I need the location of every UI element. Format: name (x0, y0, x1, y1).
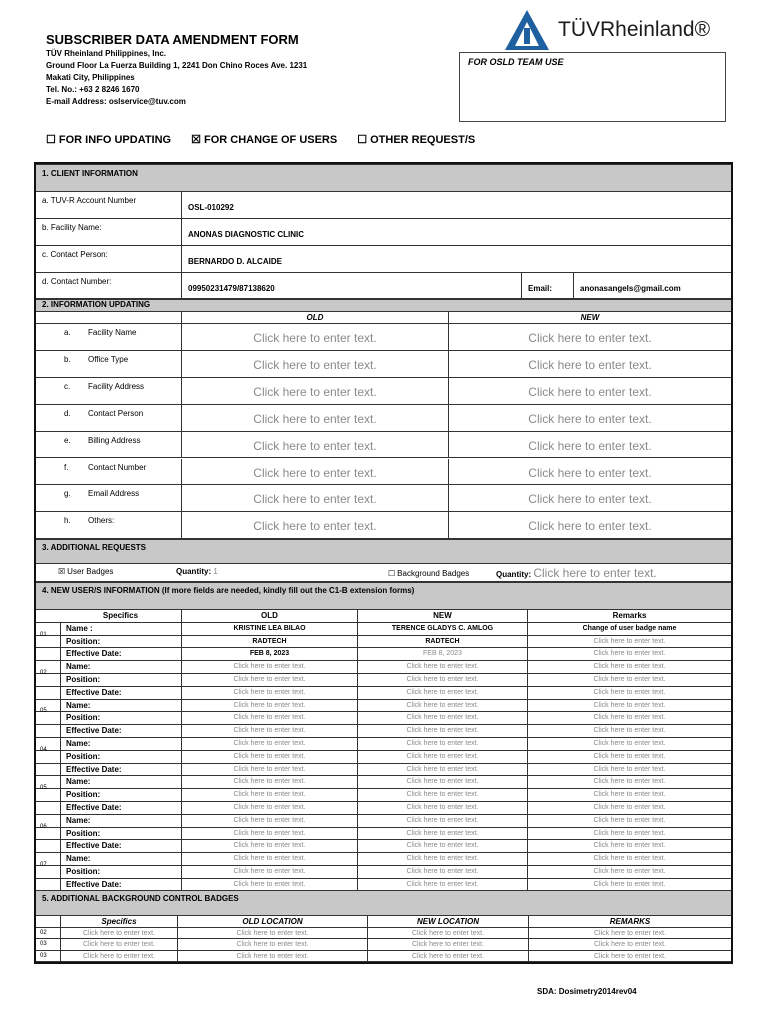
user-cell[interactable]: Click here to enter text. (527, 687, 731, 700)
user-cell[interactable]: Click here to enter text. (181, 776, 357, 789)
info-row-label: Facility Name (88, 328, 137, 337)
row-label: Position: (66, 636, 101, 646)
badge-cell[interactable]: Click here to enter text. (60, 951, 177, 963)
quantity-label: Quantity: (176, 567, 212, 576)
user-number: 07 (40, 862, 47, 868)
user-cell[interactable]: Click here to enter text. (181, 674, 357, 687)
number-field[interactable] (181, 273, 521, 298)
user-cell[interactable]: Click here to enter text. (181, 700, 357, 713)
contact-row (36, 246, 731, 273)
quantity-value[interactable]: 1 (213, 567, 218, 576)
row-label: Name: (66, 854, 91, 864)
user-cell[interactable]: Click here to enter text. (527, 802, 731, 815)
badge-number: 02 (40, 929, 47, 936)
user-cell[interactable]: Click here to enter text. (527, 789, 731, 802)
user-number: 01 (40, 631, 47, 638)
row-divider (60, 725, 61, 738)
user-cell[interactable]: RADTECH (181, 636, 357, 649)
quantity-2 (496, 566, 657, 580)
user-table-row (36, 776, 731, 792)
user-cell[interactable]: Click here to enter text. (357, 853, 527, 866)
info-row-label: Contact Person (88, 408, 144, 418)
new-value-placeholder: Click here to enter text. (528, 411, 652, 426)
row-label: Effective Date: (66, 726, 122, 736)
row-divider (60, 828, 61, 841)
user-table-row (36, 764, 731, 777)
info-row-letter: a. (64, 328, 71, 337)
quantity-2-input[interactable]: Click here to enter text. (533, 566, 657, 580)
background-badges-label: Background Badges (397, 569, 470, 578)
user-cell[interactable]: Click here to enter text. (181, 661, 357, 674)
user-table-row (36, 623, 731, 636)
user-number: 06 (40, 823, 47, 830)
badge-cell[interactable]: Click here to enter text. (528, 939, 731, 951)
account-value: OSL-010292 (188, 203, 234, 212)
new-value-field[interactable] (448, 512, 731, 538)
background-badges-option[interactable] (388, 569, 469, 578)
user-table-row (36, 700, 731, 713)
user-table-row (36, 708, 731, 725)
row-label: Position: (66, 675, 101, 684)
new-value-field[interactable] (448, 432, 731, 458)
header-cell: Remarks (527, 610, 731, 623)
row-divider (60, 751, 61, 764)
user-table-row (36, 738, 731, 751)
user-cell[interactable]: Click here to enter text. (181, 687, 357, 700)
triangle-logo-icon (503, 8, 551, 52)
user-cell[interactable]: Click here to enter text. (357, 751, 527, 764)
new-value-placeholder: Click here to enter text. (528, 519, 652, 534)
user-cell[interactable]: Change of user badge name (527, 623, 731, 636)
contact-value: BERNARDO D. ALCAIDE (188, 257, 282, 266)
badge-cell[interactable]: Click here to enter text. (177, 939, 367, 951)
user-number: 04 (40, 746, 47, 753)
user-cell[interactable]: Click here to enter text. (181, 789, 357, 802)
info-row (36, 485, 731, 512)
user-cell[interactable]: Click here to enter text. (527, 815, 731, 828)
facility-field[interactable] (181, 219, 731, 245)
new-value-placeholder: Click here to enter text. (528, 331, 652, 345)
old-value-placeholder: Click here to enter text. (253, 465, 377, 480)
user-cell[interactable]: Click here to enter text. (357, 828, 527, 841)
user-number: 02 (40, 670, 47, 676)
old-header: OLD (306, 313, 324, 322)
user-cell[interactable]: Click here to enter text. (527, 828, 731, 841)
user-table-row (36, 853, 731, 866)
row-label: Effective Date: (66, 841, 122, 851)
header-cell: OLD LOCATION (177, 916, 367, 928)
quantity-2-label: Quantity: (496, 570, 532, 579)
background-badges-checkbox[interactable]: ☐ (388, 569, 396, 578)
row-label: Name: (66, 739, 91, 748)
user-cell[interactable]: Click here to enter text. (527, 712, 731, 725)
user-cell[interactable]: Click here to enter text. (181, 802, 357, 815)
info-row-label: Facility Address (88, 381, 145, 391)
user-table-row (36, 661, 731, 674)
company-name: TÜV Rheinland Philippines, Inc. (46, 49, 167, 58)
user-cell[interactable]: Click here to enter text. (527, 725, 731, 738)
header-cell: REMARKS (528, 916, 731, 928)
section-3-header: 3. ADDITIONAL REQUESTS (36, 539, 731, 564)
user-cell[interactable]: Click here to enter text. (357, 674, 527, 687)
row-label: Position: (66, 867, 101, 876)
user-cell[interactable]: Click here to enter text. (357, 776, 527, 789)
user-cell[interactable]: Click here to enter text. (357, 687, 527, 700)
email-field[interactable] (573, 273, 731, 298)
user-cell[interactable]: Click here to enter text. (527, 866, 731, 879)
section-5-column-headers (36, 916, 731, 928)
new-value-field[interactable] (448, 485, 731, 511)
address-line-2: Makati City, Philippines (46, 73, 135, 82)
info-row-letter: c. (64, 381, 71, 391)
row-label: Effective Date: (66, 649, 122, 659)
info-row (36, 324, 731, 351)
section-4-column-headers (36, 610, 731, 623)
email-label: Email: (528, 284, 553, 293)
info-row (36, 459, 731, 486)
user-cell[interactable]: Click here to enter text. (527, 674, 731, 687)
user-cell[interactable]: Click here to enter text. (181, 815, 357, 828)
info-row-label: Office Type (88, 354, 129, 364)
badge-cell[interactable]: Click here to enter text. (528, 928, 731, 940)
row-label: Name: (66, 777, 91, 787)
user-cell[interactable]: Click here to enter text. (181, 725, 357, 738)
change-users-option[interactable] (191, 133, 337, 146)
row-label: Name: (66, 700, 91, 710)
user-cell[interactable]: Click here to enter text. (357, 789, 527, 802)
row-label: Position: (66, 828, 101, 838)
user-table-row (36, 648, 731, 661)
badge-row (36, 939, 731, 951)
badge-row (36, 928, 731, 940)
user-table-row (36, 840, 731, 853)
user-table-row (36, 785, 731, 802)
email-label-cell (521, 273, 573, 298)
other-request-label: OTHER REQUEST/S (370, 133, 476, 146)
user-badges-option[interactable] (58, 567, 113, 576)
section-2-header: 2. INFORMATION UPDATING (36, 299, 731, 312)
user-cell[interactable]: KRISTINE LEA BILAO (181, 623, 357, 636)
new-value-placeholder: Click here to enter text. (528, 465, 652, 480)
row-divider (60, 815, 61, 828)
address-line-1: Ground Floor La Fuerza Building 1, 2241 Don Chino Roces Ave. 1231 (46, 61, 308, 70)
number-label: d. Contact Number: (42, 277, 112, 286)
change-users-label: FOR CHANGE OF USERS (203, 133, 338, 146)
section-4-header: 4. NEW USER/S INFORMATION (If more fields are needed, kindly fill out the C1-B extension forms) (36, 582, 731, 610)
badge-number: 03 (40, 952, 47, 959)
user-cell[interactable]: Click here to enter text. (357, 712, 527, 725)
info-row-label: Others: (88, 516, 115, 526)
new-value-field[interactable] (448, 324, 731, 350)
user-table-row (36, 746, 731, 764)
row-divider (60, 840, 61, 853)
info-row-letter: e. (64, 435, 71, 445)
user-table-row (36, 725, 731, 738)
user-cell[interactable]: Click here to enter text. (181, 853, 357, 866)
user-cell[interactable]: Click here to enter text. (181, 764, 357, 777)
old-value-placeholder: Click here to enter text. (253, 519, 377, 534)
user-cell[interactable]: Click here to enter text. (527, 661, 731, 674)
user-cell[interactable]: Click here to enter text. (181, 828, 357, 841)
change-users-checkbox[interactable]: ☒ (191, 134, 201, 146)
user-cell[interactable]: Click here to enter text. (527, 879, 731, 892)
row-divider (60, 674, 61, 687)
user-badges-label: User Badges (67, 567, 114, 576)
user-cell[interactable]: Click here to enter text. (357, 866, 527, 879)
user-cell[interactable]: Click here to enter text. (357, 725, 527, 738)
old-value-field[interactable] (181, 485, 448, 511)
old-value-placeholder: Click here to enter text. (253, 331, 377, 345)
row-label: Name: (66, 815, 91, 825)
section-2-column-headers (36, 312, 731, 324)
row-label: Position: (66, 751, 101, 761)
badge-cell[interactable]: Click here to enter text. (367, 939, 528, 951)
user-cell[interactable]: Click here to enter text. (357, 700, 527, 713)
row-divider (60, 866, 61, 879)
user-cell[interactable]: TERENCE GLADYS C. AMLOG (357, 623, 527, 636)
user-cell[interactable]: Click here to enter text. (357, 879, 527, 892)
account-row (36, 192, 731, 219)
user-cell[interactable]: Click here to enter text. (527, 700, 731, 713)
badge-number: 03 (40, 941, 47, 947)
old-value-field[interactable] (181, 432, 448, 458)
header-cell: Specifics (60, 916, 177, 928)
tuv-logo (503, 8, 743, 52)
info-row-letter: h. (64, 516, 71, 526)
row-label: Name : (66, 623, 93, 633)
new-header-cell (448, 312, 731, 323)
user-number: 05 (40, 708, 47, 715)
user-cell[interactable]: Click here to enter text. (527, 764, 731, 777)
form-title: SUBSCRIBER DATA AMENDMENT FORM (46, 32, 299, 47)
old-header-cell (181, 312, 448, 323)
section-1-header: 1. CLIENT INFORMATION (36, 164, 731, 192)
number-row (36, 273, 731, 299)
telephone: Tel. No.: +63 2 8246 1670 (46, 85, 140, 94)
row-label: Effective Date: (66, 687, 122, 697)
user-cell[interactable]: Click here to enter text. (181, 738, 357, 751)
new-value-field[interactable] (448, 351, 731, 377)
user-cell[interactable]: Click here to enter text. (357, 840, 527, 853)
badge-cell[interactable]: Click here to enter text. (367, 951, 528, 963)
row-divider (60, 636, 61, 649)
user-cell[interactable]: Click here to enter text. (181, 840, 357, 853)
badge-row (36, 951, 731, 963)
user-cell[interactable]: Click here to enter text. (357, 661, 527, 674)
account-label: a. TUV-R Account Number (42, 196, 137, 205)
row-label: Name: (66, 662, 91, 672)
quantity-1 (176, 567, 218, 576)
new-value-placeholder: Click here to enter text. (528, 357, 652, 372)
user-cell[interactable]: FEB 8, 2023 (357, 648, 527, 661)
old-value-placeholder: Click here to enter text. (253, 492, 377, 507)
new-value-placeholder: Click here to enter text. (528, 492, 652, 507)
user-table-row (36, 631, 731, 649)
logo-text: TÜVRheinland® (558, 18, 711, 41)
contact-field[interactable] (181, 246, 731, 272)
company-address (46, 48, 307, 108)
user-table-row (36, 823, 731, 841)
badge-cell[interactable]: Click here to enter text. (60, 939, 177, 951)
row-divider (60, 661, 61, 674)
info-row-letter: f. (64, 462, 69, 472)
osld-label: FOR OSLD TEAM USE (468, 57, 564, 67)
old-value-placeholder: Click here to enter text. (253, 411, 377, 426)
user-cell[interactable]: Click here to enter text. (357, 815, 527, 828)
user-cell[interactable]: Click here to enter text. (527, 648, 731, 661)
info-updating-option[interactable] (46, 133, 171, 146)
user-table-row (36, 815, 731, 828)
contact-label: c. Contact Person: (42, 250, 108, 259)
user-cell[interactable]: Click here to enter text. (357, 802, 527, 815)
form-code: SDA: Dosimetry2014rev04 (537, 987, 637, 996)
info-row-label: Email Address (88, 489, 140, 499)
row-divider (60, 623, 61, 636)
user-table-row (36, 862, 731, 879)
user-cell[interactable]: RADTECH (357, 636, 527, 649)
old-value-placeholder: Click here to enter text. (253, 357, 377, 372)
row-divider (60, 738, 61, 751)
new-value-placeholder: Click here to enter text. (528, 384, 652, 399)
old-value-field[interactable] (181, 459, 448, 485)
facility-row (36, 219, 731, 246)
info-row (36, 378, 731, 405)
info-row-letter: b. (64, 354, 71, 364)
osld-team-use-box[interactable] (459, 52, 726, 122)
additional-requests-row (36, 564, 731, 582)
facility-label: b. Facility Name: (42, 223, 102, 232)
new-header: NEW (580, 313, 600, 322)
user-table-row (36, 687, 731, 700)
header-cell: NEW (357, 610, 527, 623)
info-updating-label: FOR INFO UPDATING (58, 133, 172, 146)
info-row-letter: g. (64, 489, 71, 499)
user-cell[interactable]: Click here to enter text. (357, 738, 527, 751)
section-5-header: 5. ADDITIONAL BACKGROUND CONTROL BADGES (36, 890, 731, 916)
user-cell[interactable]: Click here to enter text. (357, 764, 527, 777)
row-divider (60, 712, 61, 725)
info-row-label: Billing Address (88, 435, 141, 445)
info-row (36, 432, 731, 459)
user-cell[interactable]: Click here to enter text. (181, 866, 357, 879)
old-value-placeholder: Click here to enter text. (253, 438, 377, 453)
row-label: Position: (66, 713, 101, 723)
user-cell[interactable]: Click here to enter text. (527, 840, 731, 853)
row-divider (60, 802, 61, 815)
info-row (36, 351, 731, 378)
number-value: 09950231479/87138620 (188, 284, 275, 293)
badge-cell[interactable]: Click here to enter text. (60, 928, 177, 940)
other-request-option[interactable] (357, 133, 475, 146)
badge-cell[interactable]: Click here to enter text. (528, 951, 731, 963)
info-row (36, 405, 731, 432)
form-body (34, 162, 733, 964)
header-cell: OLD (181, 610, 357, 623)
user-cell[interactable]: Click here to enter text. (181, 751, 357, 764)
facility-value: ANONAS DIAGNOSTIC CLINIC (188, 230, 304, 239)
old-value-field[interactable] (181, 405, 448, 431)
user-cell[interactable]: Click here to enter text. (181, 879, 357, 892)
old-value-field[interactable] (181, 512, 448, 538)
old-value-placeholder: Click here to enter text. (253, 384, 377, 399)
user-table-row (36, 670, 731, 687)
row-label: Effective Date: (66, 764, 122, 774)
info-row-letter: d. (64, 408, 71, 418)
user-cell[interactable]: Click here to enter text. (527, 636, 731, 649)
new-value-field[interactable] (448, 405, 731, 431)
new-value-field[interactable] (448, 378, 731, 404)
user-cell[interactable]: Click here to enter text. (527, 738, 731, 751)
user-table-row (36, 802, 731, 815)
account-field[interactable] (181, 192, 731, 218)
user-cell[interactable]: Click here to enter text. (181, 712, 357, 725)
badge-cell[interactable]: Click here to enter text. (177, 928, 367, 940)
badge-cell[interactable]: Click here to enter text. (177, 951, 367, 963)
row-label: Effective Date: (66, 879, 122, 889)
old-value-field[interactable] (181, 351, 448, 377)
info-row (36, 512, 731, 539)
old-value-field[interactable] (181, 378, 448, 404)
user-cell[interactable]: FEB 8, 2023 (181, 648, 357, 661)
header-cell: NEW LOCATION (367, 916, 528, 928)
user-cell[interactable]: Click here to enter text. (527, 853, 731, 866)
user-badges-checkbox[interactable]: ☒ (58, 567, 66, 576)
new-value-field[interactable] (448, 459, 731, 485)
new-value-placeholder: Click here to enter text. (528, 438, 652, 453)
row-divider (60, 789, 61, 802)
row-divider (60, 687, 61, 700)
user-number: 05 (40, 785, 47, 792)
row-divider (60, 853, 61, 866)
row-divider (60, 700, 61, 713)
header-cell: Specifics (102, 611, 139, 620)
email-address: E-mail Address: oslservice@tuv.com (46, 97, 186, 106)
row-divider (60, 764, 61, 777)
user-cell[interactable]: Click here to enter text. (527, 751, 731, 764)
other-request-checkbox[interactable]: ☐ (357, 134, 368, 146)
request-type-row (46, 133, 475, 146)
info-updating-checkbox[interactable]: ☐ (46, 134, 56, 146)
info-row-label: Contact Number (88, 462, 147, 472)
email-value: anonasangels@gmail.com (580, 284, 681, 293)
row-divider (60, 776, 61, 789)
badge-cell[interactable]: Click here to enter text. (367, 928, 528, 940)
row-label: Position: (66, 790, 101, 800)
old-value-field[interactable] (181, 324, 448, 350)
row-label: Effective Date: (66, 803, 122, 812)
row-divider (60, 648, 61, 661)
user-cell[interactable]: Click here to enter text. (527, 776, 731, 789)
